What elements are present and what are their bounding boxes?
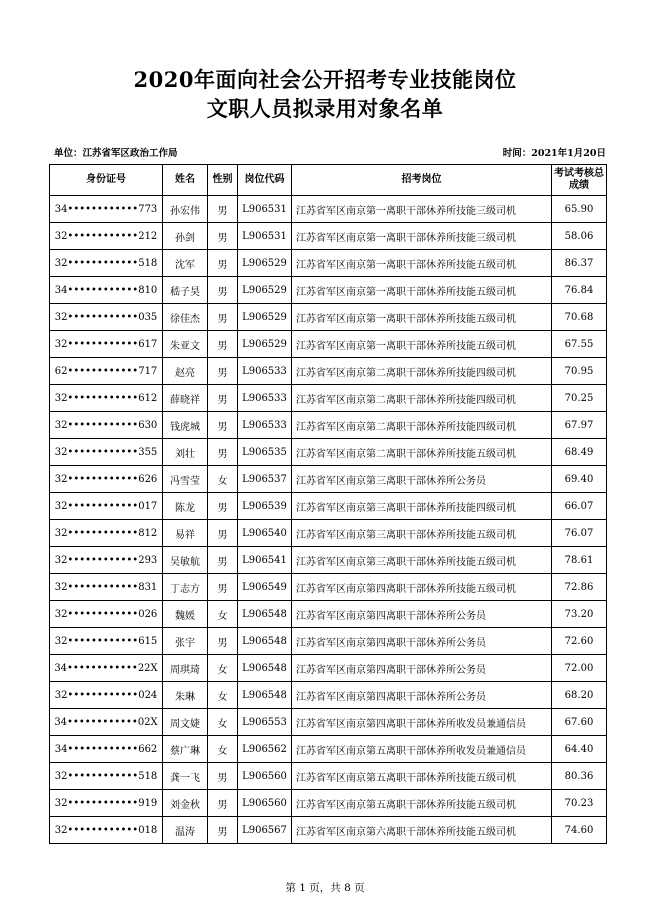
cell-name: 朱琳 [163, 682, 208, 709]
table-row [50, 277, 607, 304]
table-row [50, 655, 607, 682]
cell-name: 孙宏伟 [163, 196, 208, 223]
cell-id: 32••••••••••••617 [50, 331, 163, 358]
cell-code: L906539 [238, 493, 292, 520]
cell-name: 张宇 [163, 628, 208, 655]
cell-position: 江苏省军区南京第四离职干部休养所公务员 [292, 601, 552, 628]
cell-gender: 女 [208, 736, 238, 763]
cell-position: 江苏省军区南京第一离职干部休养所技能五级司机 [292, 331, 552, 358]
cell-position: 江苏省军区南京第二离职干部休养所技能四级司机 [292, 385, 552, 412]
cell-name: 嵇子昊 [163, 277, 208, 304]
cell-gender: 男 [208, 250, 238, 277]
cell-code: L906548 [238, 682, 292, 709]
cell-code: L906529 [238, 304, 292, 331]
cell-id: 32••••••••••••518 [50, 763, 163, 790]
title-line-2: 文职人员拟录用对象名单 [206, 96, 444, 121]
cell-id: 34••••••••••••810 [50, 277, 163, 304]
table-row [50, 520, 607, 547]
table-row [50, 601, 607, 628]
cell-gender: 男 [208, 493, 238, 520]
table-row [50, 196, 607, 223]
cell-code: L906562 [238, 736, 292, 763]
cell-gender: 女 [208, 709, 238, 736]
table-row [50, 790, 607, 817]
cell-id: 62••••••••••••717 [50, 358, 163, 385]
cell-id: 34••••••••••••02X [50, 709, 163, 736]
cell-code: L906541 [238, 547, 292, 574]
cell-id: 32••••••••••••018 [50, 817, 163, 844]
cell-name: 钱虎城 [163, 412, 208, 439]
cell-position: 江苏省军区南京第五离职干部休养所收发员兼通信员 [292, 736, 552, 763]
table-row [50, 817, 607, 844]
table-row [50, 250, 607, 277]
cell-gender: 男 [208, 223, 238, 250]
cell-gender: 男 [208, 385, 238, 412]
header-code: 岗位代码 [238, 165, 292, 196]
cell-gender: 男 [208, 439, 238, 466]
cell-name: 孙剑 [163, 223, 208, 250]
cell-code: L906560 [238, 790, 292, 817]
cell-id: 32••••••••••••212 [50, 223, 163, 250]
cell-position: 江苏省军区南京第四离职干部休养所公务员 [292, 628, 552, 655]
cell-code: L906529 [238, 331, 292, 358]
cell-score: 70.95 [552, 358, 607, 385]
cell-code: L906549 [238, 574, 292, 601]
cell-gender: 男 [208, 304, 238, 331]
cell-score: 66.07 [552, 493, 607, 520]
cell-gender: 男 [208, 628, 238, 655]
cell-score: 68.20 [552, 682, 607, 709]
cell-score: 78.61 [552, 547, 607, 574]
cell-score: 70.68 [552, 304, 607, 331]
cell-id: 34••••••••••••662 [50, 736, 163, 763]
cell-position: 江苏省军区南京第三离职干部休养所技能五级司机 [292, 547, 552, 574]
cell-id: 32••••••••••••612 [50, 385, 163, 412]
cell-score: 65.90 [552, 196, 607, 223]
table-row [50, 331, 607, 358]
cell-id: 34••••••••••••773 [50, 196, 163, 223]
cell-code: L906531 [238, 223, 292, 250]
cell-code: L906548 [238, 628, 292, 655]
cell-code: L906531 [238, 196, 292, 223]
table-header-row [50, 165, 607, 196]
table-row [50, 574, 607, 601]
table-row [50, 736, 607, 763]
cell-score: 72.86 [552, 574, 607, 601]
table-row [50, 466, 607, 493]
date-label: 时间：2021年1月20日 [502, 148, 606, 159]
cell-score: 72.00 [552, 655, 607, 682]
cell-gender: 男 [208, 331, 238, 358]
cell-gender: 男 [208, 817, 238, 844]
header-name: 姓名 [163, 165, 208, 196]
table-row [50, 223, 607, 250]
cell-name: 沈军 [163, 250, 208, 277]
cell-position: 江苏省军区南京第一离职干部休养所技能五级司机 [292, 304, 552, 331]
cell-position: 江苏省军区南京第二离职干部休养所技能四级司机 [292, 412, 552, 439]
cell-code: L906537 [238, 466, 292, 493]
cell-gender: 女 [208, 601, 238, 628]
cell-id: 32••••••••••••518 [50, 250, 163, 277]
cell-score: 67.60 [552, 709, 607, 736]
cell-score: 68.49 [552, 439, 607, 466]
cell-code: L906533 [238, 412, 292, 439]
cell-score: 67.55 [552, 331, 607, 358]
cell-id: 32••••••••••••355 [50, 439, 163, 466]
cell-name: 朱亚文 [163, 331, 208, 358]
cell-position: 江苏省军区南京第四离职干部休养所公务员 [292, 655, 552, 682]
cell-position: 江苏省军区南京第一离职干部休养所技能五级司机 [292, 277, 552, 304]
cell-score: 74.60 [552, 817, 607, 844]
table-row [50, 763, 607, 790]
cell-position: 江苏省军区南京第四离职干部休养所收发员兼通信员 [292, 709, 552, 736]
cell-score: 80.36 [552, 763, 607, 790]
table-row [50, 547, 607, 574]
cell-score: 86.37 [552, 250, 607, 277]
cell-code: L906560 [238, 763, 292, 790]
cell-position: 江苏省军区南京第五离职干部休养所技能五级司机 [292, 790, 552, 817]
cell-name: 徐佳杰 [163, 304, 208, 331]
cell-code: L906529 [238, 277, 292, 304]
cell-id: 32••••••••••••035 [50, 304, 163, 331]
candidate-table [49, 164, 607, 844]
cell-name: 刘金秋 [163, 790, 208, 817]
cell-name: 易祥 [163, 520, 208, 547]
cell-position: 江苏省军区南京第三离职干部休养所公务员 [292, 466, 552, 493]
table-row [50, 385, 607, 412]
table-row [50, 628, 607, 655]
cell-name: 蔡广琳 [163, 736, 208, 763]
table-row [50, 709, 607, 736]
cell-score: 72.60 [552, 628, 607, 655]
cell-score: 76.07 [552, 520, 607, 547]
cell-gender: 男 [208, 763, 238, 790]
cell-id: 34••••••••••••22X [50, 655, 163, 682]
cell-code: L906553 [238, 709, 292, 736]
cell-position: 江苏省军区南京第二离职干部休养所技能五级司机 [292, 439, 552, 466]
unit-label: 单位：江苏省军区政治工作局 [54, 148, 178, 159]
cell-score: 70.23 [552, 790, 607, 817]
cell-id: 32••••••••••••919 [50, 790, 163, 817]
cell-position: 江苏省军区南京第四离职干部休养所技能五级司机 [292, 574, 552, 601]
cell-id: 32••••••••••••812 [50, 520, 163, 547]
cell-name: 温涛 [163, 817, 208, 844]
cell-id: 32••••••••••••626 [50, 466, 163, 493]
cell-name: 周文婕 [163, 709, 208, 736]
cell-gender: 男 [208, 412, 238, 439]
cell-name: 薛晓祥 [163, 385, 208, 412]
table-row [50, 493, 607, 520]
header-gender: 性别 [208, 165, 238, 196]
cell-score: 69.40 [552, 466, 607, 493]
cell-code: L906533 [238, 385, 292, 412]
cell-position: 江苏省军区南京第一离职干部休养所技能三级司机 [292, 196, 552, 223]
cell-code: L906535 [238, 439, 292, 466]
cell-name: 刘壮 [163, 439, 208, 466]
header-position: 招考岗位 [292, 165, 552, 196]
page-footer: 第 1 页，共 8 页 [285, 882, 365, 894]
cell-name: 吴敏航 [163, 547, 208, 574]
header-score: 考试考核总成绩 [552, 165, 607, 196]
cell-gender: 男 [208, 358, 238, 385]
cell-gender: 男 [208, 196, 238, 223]
cell-code: L906540 [238, 520, 292, 547]
cell-id: 32••••••••••••630 [50, 412, 163, 439]
cell-gender: 女 [208, 466, 238, 493]
table-row [50, 412, 607, 439]
cell-gender: 女 [208, 655, 238, 682]
cell-code: L906533 [238, 358, 292, 385]
cell-name: 丁志方 [163, 574, 208, 601]
table-row [50, 304, 607, 331]
cell-position: 江苏省军区南京第六离职干部休养所技能五级司机 [292, 817, 552, 844]
cell-id: 32••••••••••••017 [50, 493, 163, 520]
cell-id: 32••••••••••••831 [50, 574, 163, 601]
cell-name: 冯雪莹 [163, 466, 208, 493]
cell-id: 32••••••••••••293 [50, 547, 163, 574]
cell-id: 32••••••••••••026 [50, 601, 163, 628]
cell-name: 赵亮 [163, 358, 208, 385]
cell-id: 32••••••••••••615 [50, 628, 163, 655]
cell-name: 龚一飞 [163, 763, 208, 790]
cell-position: 江苏省军区南京第三离职干部休养所技能四级司机 [292, 493, 552, 520]
cell-code: L906548 [238, 601, 292, 628]
cell-score: 76.84 [552, 277, 607, 304]
cell-position: 江苏省军区南京第三离职干部休养所技能五级司机 [292, 520, 552, 547]
cell-name: 魏媛 [163, 601, 208, 628]
cell-id: 32••••••••••••024 [50, 682, 163, 709]
cell-position: 江苏省军区南京第二离职干部休养所技能四级司机 [292, 358, 552, 385]
table-row [50, 439, 607, 466]
cell-position: 江苏省军区南京第一离职干部休养所技能三级司机 [292, 223, 552, 250]
cell-gender: 男 [208, 790, 238, 817]
cell-score: 73.20 [552, 601, 607, 628]
cell-name: 陈龙 [163, 493, 208, 520]
cell-gender: 女 [208, 682, 238, 709]
cell-position: 江苏省军区南京第五离职干部休养所技能五级司机 [292, 763, 552, 790]
cell-position: 江苏省军区南京第一离职干部休养所技能五级司机 [292, 250, 552, 277]
cell-score: 70.25 [552, 385, 607, 412]
title-line-1: 2020年面向社会公开招考专业技能岗位 [133, 67, 517, 92]
header-id: 身份证号 [50, 165, 163, 196]
cell-code: L906567 [238, 817, 292, 844]
cell-gender: 男 [208, 520, 238, 547]
cell-gender: 男 [208, 277, 238, 304]
cell-score: 58.06 [552, 223, 607, 250]
cell-name: 周琪琦 [163, 655, 208, 682]
cell-gender: 男 [208, 547, 238, 574]
cell-gender: 男 [208, 574, 238, 601]
table-row [50, 682, 607, 709]
cell-position: 江苏省军区南京第四离职干部休养所公务员 [292, 682, 552, 709]
cell-score: 64.40 [552, 736, 607, 763]
table-row [50, 358, 607, 385]
cell-code: L906548 [238, 655, 292, 682]
cell-score: 67.97 [552, 412, 607, 439]
cell-code: L906529 [238, 250, 292, 277]
